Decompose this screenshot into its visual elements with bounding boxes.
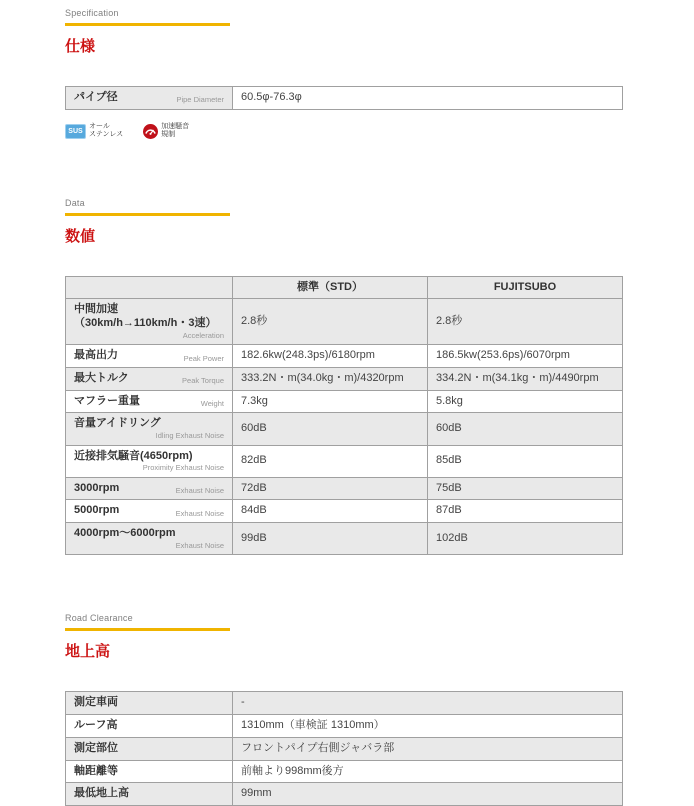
row-value-std: 99dB	[233, 523, 428, 555]
section-data	[65, 198, 622, 556]
row-header-cell	[66, 783, 233, 806]
badge-label	[161, 123, 189, 140]
badge-label	[89, 123, 123, 140]
table-row	[66, 413, 623, 445]
section-specification	[65, 8, 622, 140]
row-value: -	[233, 692, 623, 715]
row-value-fujitsubo: 5.8kg	[428, 390, 623, 413]
badge-label-line1: 加速騒音	[161, 122, 190, 130]
table-row	[66, 299, 623, 345]
section-underline	[65, 213, 230, 216]
table-row	[66, 715, 623, 738]
badge-row	[65, 123, 622, 140]
column-header-fujitsubo: FUJITSUBO	[428, 276, 623, 299]
row-value-std: 7.3kg	[233, 390, 428, 413]
row-label: マフラー重量	[74, 394, 140, 407]
table-row	[66, 390, 623, 413]
row-header-cell	[66, 413, 233, 445]
row-value-fujitsubo: 334.2N・m(34.1kg・m)/4490rpm	[428, 367, 623, 390]
section-road-clearance	[65, 613, 622, 806]
row-header-cell	[66, 367, 233, 390]
row-label: 最低地上高	[74, 787, 129, 800]
section-eyebrow-road-clearance: Road Clearance	[65, 613, 133, 624]
row-value-fujitsubo: 102dB	[428, 523, 623, 555]
row-header-cell	[66, 760, 233, 783]
row-label: 測定車両	[74, 696, 118, 709]
section-underline	[65, 23, 230, 26]
row-label: 最高出力	[74, 349, 118, 362]
row-label: 音量アイドリング	[74, 417, 161, 430]
row-value-fujitsubo: 60dB	[428, 413, 623, 445]
row-value-fujitsubo: 87dB	[428, 500, 623, 523]
row-header-cell	[66, 500, 233, 523]
row-value-fujitsubo: 2.8秒	[428, 299, 623, 345]
row-label: 測定部位	[74, 741, 118, 754]
row-value: 99mm	[233, 783, 623, 806]
section-eyebrow-data: Data	[65, 197, 85, 208]
badge-label-line1: オール	[89, 122, 110, 130]
row-value-std: 84dB	[233, 500, 428, 523]
row-header-cell	[66, 523, 233, 555]
row-label: 中間加速（30km/h→110km/h・3速）	[74, 303, 217, 330]
row-header-cell	[66, 87, 233, 110]
row-header-cell	[66, 692, 233, 715]
row-header-cell	[66, 390, 233, 413]
gauge-icon	[143, 124, 158, 139]
badge-label-line2: 規制	[161, 131, 176, 139]
table-row	[66, 367, 623, 390]
data-table	[65, 276, 623, 556]
row-header-cell	[66, 345, 233, 368]
column-header-std: 標準（STD）	[233, 276, 428, 299]
row-sublabel: Pipe Diameter	[176, 95, 224, 105]
row-value: 前軸より998mm後方	[233, 760, 623, 783]
row-label: 3000rpm	[74, 481, 120, 494]
table-row	[66, 523, 623, 555]
row-label: 近接排気騒音(4650rpm)	[74, 449, 193, 462]
row-sublabel: Peak Torque	[182, 376, 224, 386]
section-underline	[65, 628, 230, 631]
section-eyebrow-specification: Specification	[65, 8, 119, 18]
row-value: フロントパイプ右側ジャバラ部	[233, 737, 623, 760]
row-sublabel: Exhaust Noise	[175, 508, 224, 518]
row-value-std: 60dB	[233, 413, 428, 445]
row-header-cell	[66, 445, 233, 477]
row-value: 60.5φ-76.3φ	[233, 87, 623, 110]
section-title-specification: 仕様	[65, 38, 96, 55]
table-row	[66, 87, 623, 110]
row-value-std: 72dB	[233, 477, 428, 500]
table-row	[66, 692, 623, 715]
row-sublabel: Weight	[200, 399, 224, 409]
row-header-cell	[66, 299, 233, 345]
column-header-empty	[66, 276, 233, 299]
row-sublabel: Proximity Exhaust Noise	[142, 463, 224, 473]
row-value-fujitsubo: 186.5kw(253.6ps)/6070rpm	[428, 345, 623, 368]
row-value-std: 182.6kw(248.3ps)/6180rpm	[233, 345, 428, 368]
row-label: 4000rpm～6000rpm	[74, 527, 176, 540]
table-row	[66, 760, 623, 783]
table-row	[66, 500, 623, 523]
row-value-std: 2.8秒	[233, 299, 428, 345]
row-value: 1310mm（車検証 1310mm）	[233, 715, 623, 738]
road-clearance-table	[65, 691, 623, 806]
table-header-row	[66, 276, 623, 299]
row-header-cell	[66, 477, 233, 500]
row-label: ルーフ高	[74, 719, 118, 732]
row-label: 最大トルク	[74, 371, 129, 384]
row-value-std: 333.2N・m(34.0kg・m)/4320rpm	[233, 367, 428, 390]
badge-label-line2: ステンレス	[89, 131, 124, 139]
row-sublabel: Exhaust Noise	[175, 540, 224, 550]
row-value-fujitsubo: 85dB	[428, 445, 623, 477]
row-label: 5000rpm	[74, 504, 120, 517]
badge-noise-regulation	[143, 123, 189, 140]
sus-icon: SUS	[65, 124, 86, 139]
row-sublabel: Acceleration	[182, 330, 224, 340]
table-row	[66, 737, 623, 760]
row-sublabel: Exhaust Noise	[175, 486, 224, 496]
section-title-road-clearance: 地上高	[65, 643, 111, 661]
row-value-fujitsubo: 75dB	[428, 477, 623, 500]
table-row	[66, 783, 623, 806]
table-row	[66, 445, 623, 477]
row-value-std: 82dB	[233, 445, 428, 477]
spec-table	[65, 86, 623, 110]
table-row	[66, 345, 623, 368]
row-sublabel: Peak Power	[183, 353, 224, 363]
badge-all-stainless	[65, 123, 123, 140]
row-header-cell	[66, 737, 233, 760]
row-sublabel: Idling Exhaust Noise	[155, 431, 224, 441]
section-title-data: 数値	[65, 227, 96, 245]
row-label: 軸距離等	[74, 764, 118, 777]
row-label: パイプ径	[74, 91, 118, 103]
table-row	[66, 477, 623, 500]
row-header-cell	[66, 715, 233, 738]
